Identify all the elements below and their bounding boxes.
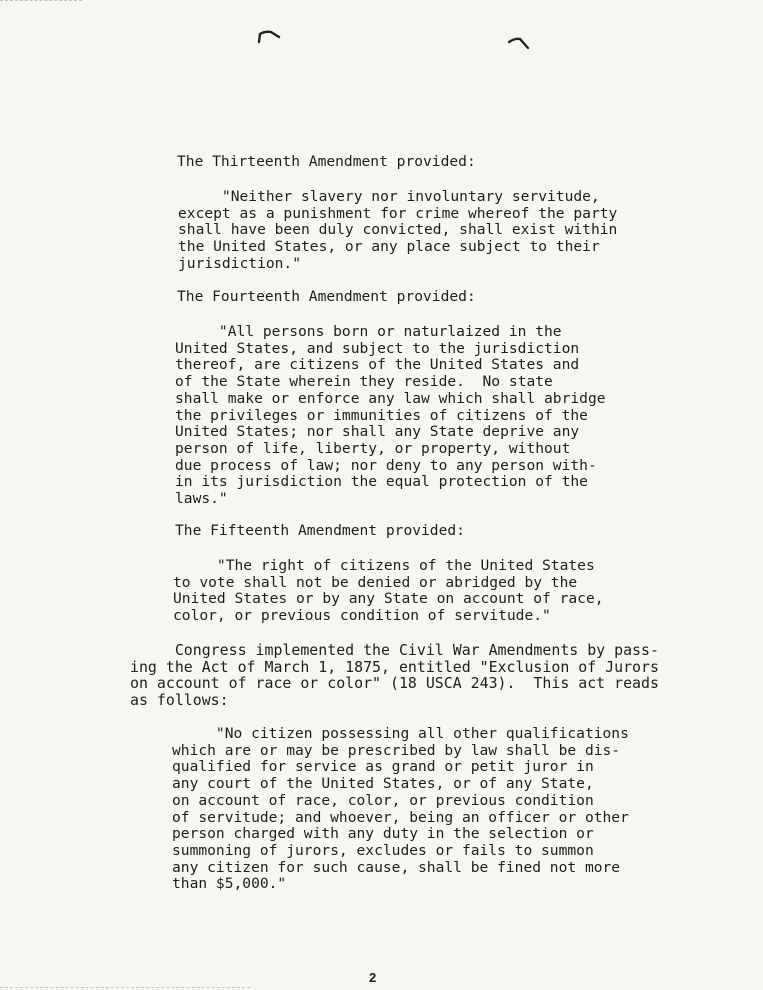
punch-hole-mark-left [257,30,281,44]
punch-hole-mark-right [508,36,530,50]
paragraph-congress-act: Congress implemented the Civil War Amendments by pass- ing the Act of March 1, 1875, entitled "Exclusion of Jurors on account of race or color" (18 USCA 243). This act reads as follows: [130,641,659,710]
heading-fourteenth-amendment: The Fourteenth Amendment provided: [177,288,476,305]
quote-fourteenth-amendment: "All persons born or naturlaized in the United States, and subject to the jurisdiction thereof, are citizens of the United States and of the State wherein they reside. No state shall make or enforce any law which shall abridge the privileges or immunities of citizens of the United States; nor shall any State deprive any person of life, liberty, or property, without due process of law; nor deny to any person with- in its jurisdiction the equal protection of the laws." [175,323,606,508]
page-number: 2 [369,970,377,985]
heading-fifteenth-amendment: The Fifteenth Amendment provided: [175,522,465,539]
quote-fifteenth-amendment: "The right of citizens of the United States to vote shall not be denied or abridged by the United States or by any State on account of race, color, or previous condition of servitude." [173,557,604,625]
quote-thirteenth-amendment: "Neither slavery nor involuntary servitude, except as a punishment for crime whereof the party shall have been duly convicted, shall exist within the United States, or any place subject to their jurisdiction." [178,188,618,272]
quote-jurors-act: "No citizen possessing all other qualifications which are or may be prescribed by law shall be dis- qualified for service as grand or petit juror in any court of the United States, or of any State, on account of race, color, or previous condition of servitude; and whoever, being an officer or other person charged with any duty in the selection or summoning of jurors, excludes or fails to summon any citizen for such cause, shall be fined not more than $5,000." [172,725,629,893]
scan-edge-mark-top [0,0,82,4]
heading-thirteenth-amendment: The Thirteenth Amendment provided: [177,153,476,170]
